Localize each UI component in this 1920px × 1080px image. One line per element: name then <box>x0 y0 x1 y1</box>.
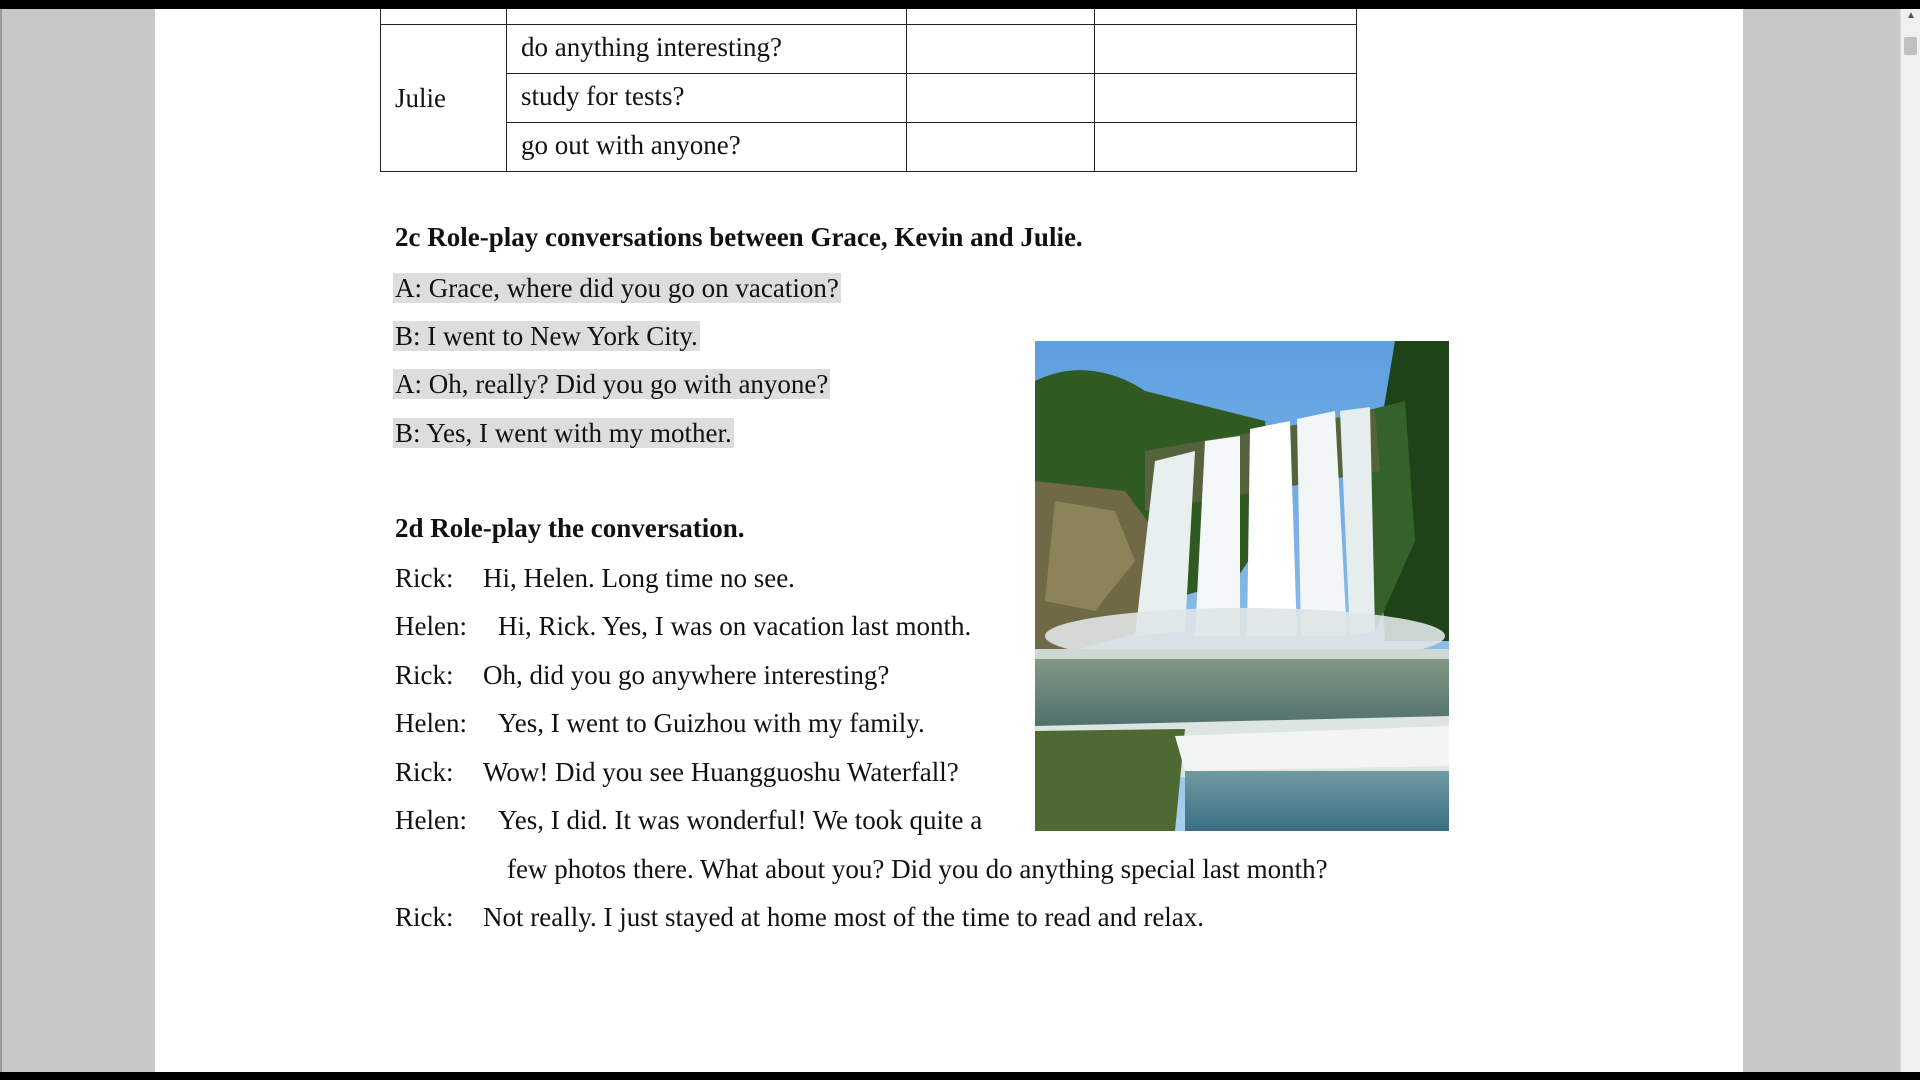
dialogue-text: Hi, Helen. Long time no see. <box>483 563 795 593</box>
speaker-label: Helen: <box>395 611 467 641</box>
dialogue-line-2d <box>395 803 982 837</box>
dialogue-text: Yes, I did. It was wonderful! We took quite a <box>498 805 983 835</box>
answer-cell[interactable] <box>1095 74 1357 123</box>
dialogue-text: Oh, did you go anywhere interesting? <box>483 660 890 690</box>
student-name-cell: Julie <box>381 25 507 172</box>
survey-table <box>380 9 1357 172</box>
waterfall-image <box>1035 341 1449 831</box>
speaker-label: Rick: <box>395 902 454 932</box>
speaker-label: Rick: <box>395 563 454 593</box>
answer-cell[interactable] <box>907 74 1095 123</box>
answer-cell[interactable] <box>1095 25 1357 74</box>
section-2c-heading: 2c Role-play conversations between Grace, Kevin and Julie. <box>395 222 1083 252</box>
dialogue-line-2d <box>395 755 959 789</box>
dialogue-text: Wow! Did you see Huangguoshu Waterfall? <box>483 757 959 787</box>
speaker-label: Rick: <box>395 660 454 690</box>
answer-cell[interactable] <box>907 25 1095 74</box>
dialogue-line-2d <box>395 706 925 740</box>
dialogue-text: Hi, Rick. Yes, I was on vacation last month. <box>498 611 972 641</box>
answer-cell[interactable] <box>1095 123 1357 172</box>
speaker-label: Rick: <box>395 757 454 787</box>
left-edge <box>0 9 2 1072</box>
question-cell: do anything interesting? <box>507 25 907 74</box>
window-bottom-bar <box>0 1072 1920 1080</box>
table-row <box>381 25 1357 74</box>
dialogue-line-2c: B: Yes, I went with my mother. <box>395 418 732 448</box>
vertical-scrollbar[interactable] <box>1900 9 1920 1072</box>
window-top-bar <box>0 0 1920 9</box>
dialogue-text: Yes, I went to Guizhou with my family. <box>498 708 925 738</box>
table-row <box>381 9 1357 25</box>
question-cell: go out with anyone? <box>507 123 907 172</box>
speaker-label: Helen: <box>395 805 467 835</box>
dialogue-text: Not really. I just stayed at home most of the time to read and relax. <box>483 902 1205 932</box>
dialogue-line-2d <box>507 852 1328 886</box>
answer-cell[interactable] <box>907 123 1095 172</box>
table-row <box>381 123 1357 172</box>
question-cell: study for tests? <box>507 74 907 123</box>
dialogue-text: few photos there. What about you? Did you do anything special last month? <box>507 854 1328 884</box>
dialogue-line-2d <box>395 900 1204 934</box>
dialogue-line-2d <box>395 561 795 595</box>
dialogue-line-2d <box>395 658 889 692</box>
dialogue-line-2c: A: Oh, really? Did you go with anyone? <box>395 369 829 399</box>
document-page <box>155 9 1743 1072</box>
speaker-label: Helen: <box>395 708 467 738</box>
table-row <box>381 74 1357 123</box>
dialogue-line-2c: B: I went to New York City. <box>395 321 698 351</box>
dialogue-line-2d <box>395 609 971 643</box>
scroll-up-arrow-icon[interactable]: ▲ <box>1906 10 1916 21</box>
dialogue-line-2c: A: Grace, where did you go on vacation? <box>395 273 839 303</box>
scrollbar-thumb[interactable] <box>1904 37 1917 55</box>
waterfall-photo <box>1035 341 1449 831</box>
section-2d-heading: 2d Role-play the conversation. <box>395 513 745 543</box>
